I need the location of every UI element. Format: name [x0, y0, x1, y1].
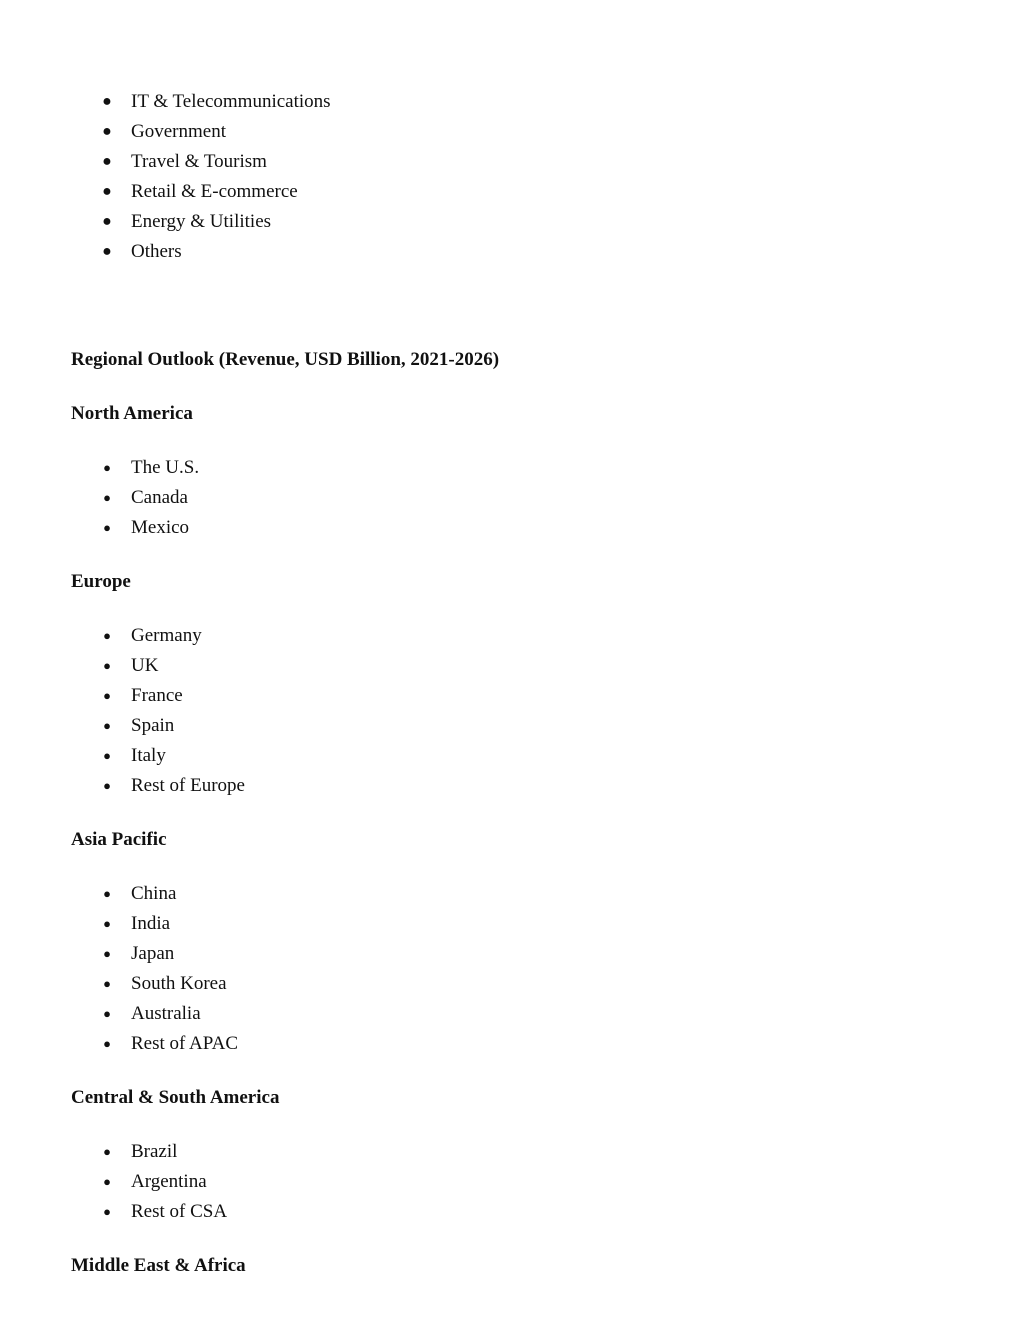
- list-item-text: UK: [131, 655, 159, 676]
- region-heading-europe: Europe: [71, 571, 131, 592]
- bullet-icon: ●: [103, 658, 111, 673]
- bullet-icon: ●: [103, 520, 111, 535]
- bullet-icon: ●: [103, 946, 111, 961]
- bullet-icon: ●: [103, 778, 111, 793]
- bullet-icon: ●: [102, 123, 112, 140]
- bullet-icon: ●: [103, 718, 111, 733]
- bullet-icon: ●: [103, 490, 111, 505]
- list-item-text: Spain: [131, 715, 175, 736]
- list-item-text: Others: [131, 241, 182, 262]
- bullet-icon: ●: [103, 688, 111, 703]
- list-item-text: Italy: [131, 745, 166, 766]
- bullet-icon: ●: [102, 213, 112, 230]
- list-item-text: Argentina: [131, 1171, 207, 1192]
- list-item-text: Rest of CSA: [131, 1201, 228, 1222]
- list-item-text: South Korea: [131, 973, 227, 994]
- list-item-text: Japan: [131, 943, 175, 964]
- bullet-icon: ●: [102, 243, 112, 260]
- bullet-icon: ●: [103, 1144, 111, 1159]
- list-item-text: IT & Telecommunications: [131, 91, 331, 112]
- list-item-text: Energy & Utilities: [131, 211, 272, 232]
- list-item-text: India: [131, 913, 171, 934]
- bullet-icon: ●: [103, 1174, 111, 1189]
- bullet-icon: ●: [103, 1204, 111, 1219]
- bullet-icon: ●: [103, 916, 111, 931]
- list-item-text: Travel & Tourism: [131, 151, 267, 172]
- list-item-text: Retail & E-commerce: [131, 181, 298, 202]
- list-item-text: The U.S.: [131, 457, 200, 478]
- region-heading-north-america: North America: [71, 403, 193, 424]
- list-item-text: Brazil: [131, 1141, 178, 1162]
- bullet-icon: ●: [103, 748, 111, 763]
- bullet-icon: ●: [103, 886, 111, 901]
- list-item-text: China: [131, 883, 177, 904]
- list-item-text: Canada: [131, 487, 188, 508]
- bullet-icon: ●: [103, 460, 111, 475]
- region-heading-asia-pacific: Asia Pacific: [71, 829, 167, 850]
- list-item-text: France: [131, 685, 183, 706]
- list-item-text: Rest of Europe: [131, 775, 245, 796]
- bullet-icon: ●: [102, 93, 112, 110]
- region-heading-central-south-america: Central & South America: [71, 1087, 280, 1108]
- bullet-icon: ●: [102, 183, 112, 200]
- list-item-text: Rest of APAC: [131, 1033, 238, 1054]
- list-item-text: Australia: [131, 1003, 201, 1024]
- bullet-icon: ●: [102, 153, 112, 170]
- region-heading-middle-east-africa: Middle East & Africa: [71, 1255, 246, 1276]
- list-item-text: Germany: [131, 625, 202, 646]
- bullet-icon: ●: [103, 628, 111, 643]
- bullet-icon: ●: [103, 1036, 111, 1051]
- bullet-icon: ●: [103, 1006, 111, 1021]
- section-title: Regional Outlook (Revenue, USD Billion, 2021-2026): [71, 349, 500, 370]
- list-item-text: Mexico: [131, 517, 190, 538]
- bullet-icon: ●: [103, 976, 111, 991]
- list-item-text: Government: [131, 121, 226, 142]
